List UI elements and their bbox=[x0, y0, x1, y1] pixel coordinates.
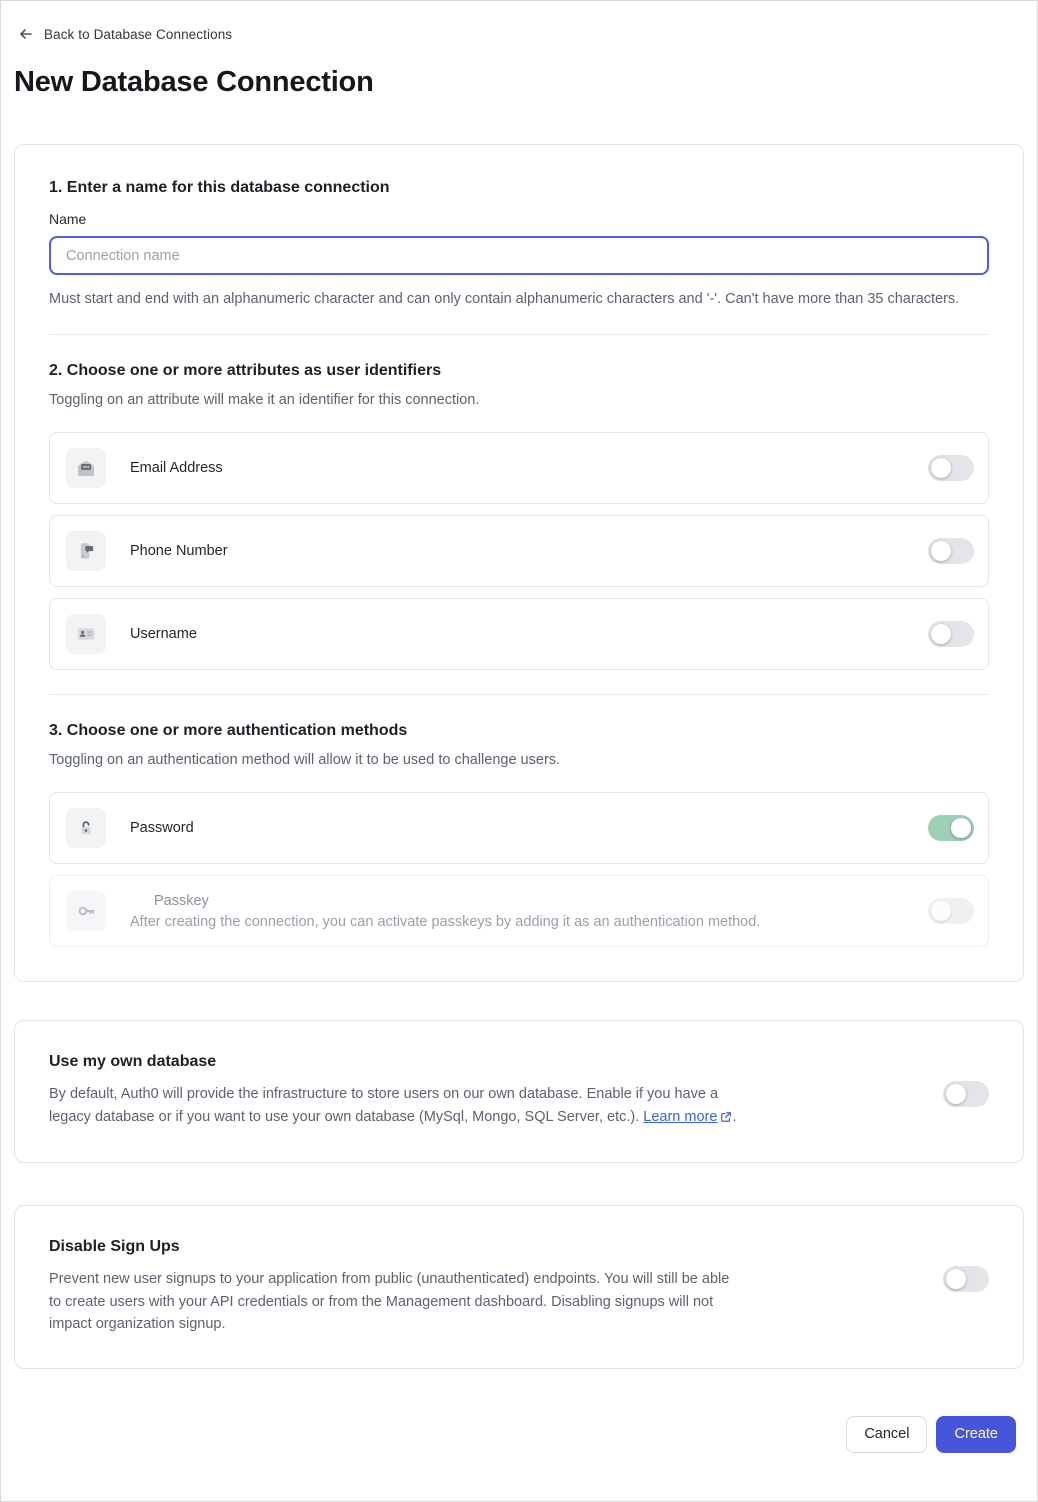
own-database-title: Use my own database bbox=[49, 1053, 217, 1070]
cancel-button[interactable]: Cancel bbox=[846, 1416, 927, 1453]
auth-row-label: Passkey bbox=[154, 892, 209, 909]
email-address-toggle[interactable] bbox=[928, 455, 974, 481]
passkey-description: After creating the connection, you can activate passkeys by adding it as an authentication method. bbox=[130, 913, 761, 930]
section-name-heading: 1. Enter a name for this database connection bbox=[49, 179, 390, 196]
unlocked-padlock-icon bbox=[66, 808, 106, 848]
phone-message-icon bbox=[66, 531, 106, 571]
new-database-connection-page bbox=[1, 26, 1037, 1453]
learn-more-link[interactable]: Learn more bbox=[643, 1108, 718, 1125]
name-helper-text: Must start and end with an alphanumeric character and can only contain alphanumeric characters and '-'. Can't have more than 35 characters. bbox=[49, 291, 960, 307]
disable-signups-card bbox=[14, 1205, 1024, 1369]
auth-row-label: Password bbox=[130, 820, 194, 836]
create-button[interactable]: Create bbox=[936, 1416, 1016, 1453]
section-auth-methods-subheading: Toggling on an authentication method will allow it to be used to challenge users. bbox=[49, 752, 561, 768]
email-icon bbox=[66, 448, 106, 488]
section-attributes-subheading: Toggling on an attribute will make it an identifier for this connection. bbox=[49, 392, 480, 408]
key-icon bbox=[66, 891, 106, 931]
attribute-row-phone bbox=[49, 515, 989, 587]
name-field-label: Name bbox=[49, 211, 87, 227]
section-attributes-heading: 2. Choose one or more attributes as user identifiers bbox=[49, 362, 442, 379]
footer-actions bbox=[14, 1416, 1024, 1453]
own-database-body-text: By default, Auth0 will provide the infrastructure to store users on our own database. Enable if you have a legacy database or if you want to use your own database (MySql, Mongo, SQL Server, etc.). bbox=[49, 1086, 719, 1125]
auth-method-rows bbox=[49, 792, 989, 947]
disable-signups-title: Disable Sign Ups bbox=[49, 1238, 180, 1255]
section-divider bbox=[49, 694, 989, 695]
attribute-row-label: Phone Number bbox=[130, 543, 228, 559]
attribute-row-label: Email Address bbox=[130, 460, 223, 476]
auth-row-passkey bbox=[49, 875, 989, 947]
back-link-label: Back to Database Connections bbox=[44, 26, 233, 42]
arrow-left-icon bbox=[18, 26, 34, 42]
passkey-toggle[interactable] bbox=[928, 898, 974, 924]
disable-signups-toggle[interactable] bbox=[943, 1266, 989, 1292]
own-database-toggle[interactable] bbox=[943, 1081, 989, 1107]
attribute-row-label: Username bbox=[130, 626, 197, 642]
password-toggle[interactable] bbox=[928, 815, 974, 841]
disable-signups-body: Prevent new user signups to your application from public (unauthenticated) endpoints. You will still be able to create users with your API credentials or from the Management dashboard. Disabling signups will not impact organization signup. bbox=[49, 1271, 730, 1332]
own-database-body bbox=[49, 1083, 754, 1130]
section-divider bbox=[49, 334, 989, 335]
phone-number-toggle[interactable] bbox=[928, 538, 974, 564]
connection-settings-card bbox=[14, 144, 1024, 982]
attribute-rows bbox=[49, 432, 989, 670]
section-auth-methods-heading: 3. Choose one or more authentication methods bbox=[49, 722, 408, 739]
auth-row-password bbox=[49, 792, 989, 864]
own-database-card bbox=[14, 1020, 1024, 1163]
username-toggle[interactable] bbox=[928, 621, 974, 647]
id-card-icon bbox=[66, 614, 106, 654]
external-link-icon bbox=[720, 1108, 732, 1131]
attribute-row-email bbox=[49, 432, 989, 504]
own-database-body-period: . bbox=[732, 1108, 737, 1125]
attribute-row-username bbox=[49, 598, 989, 670]
connection-name-input[interactable] bbox=[49, 236, 989, 275]
back-link[interactable] bbox=[18, 26, 232, 42]
page-title: New Database Connection bbox=[14, 66, 374, 98]
